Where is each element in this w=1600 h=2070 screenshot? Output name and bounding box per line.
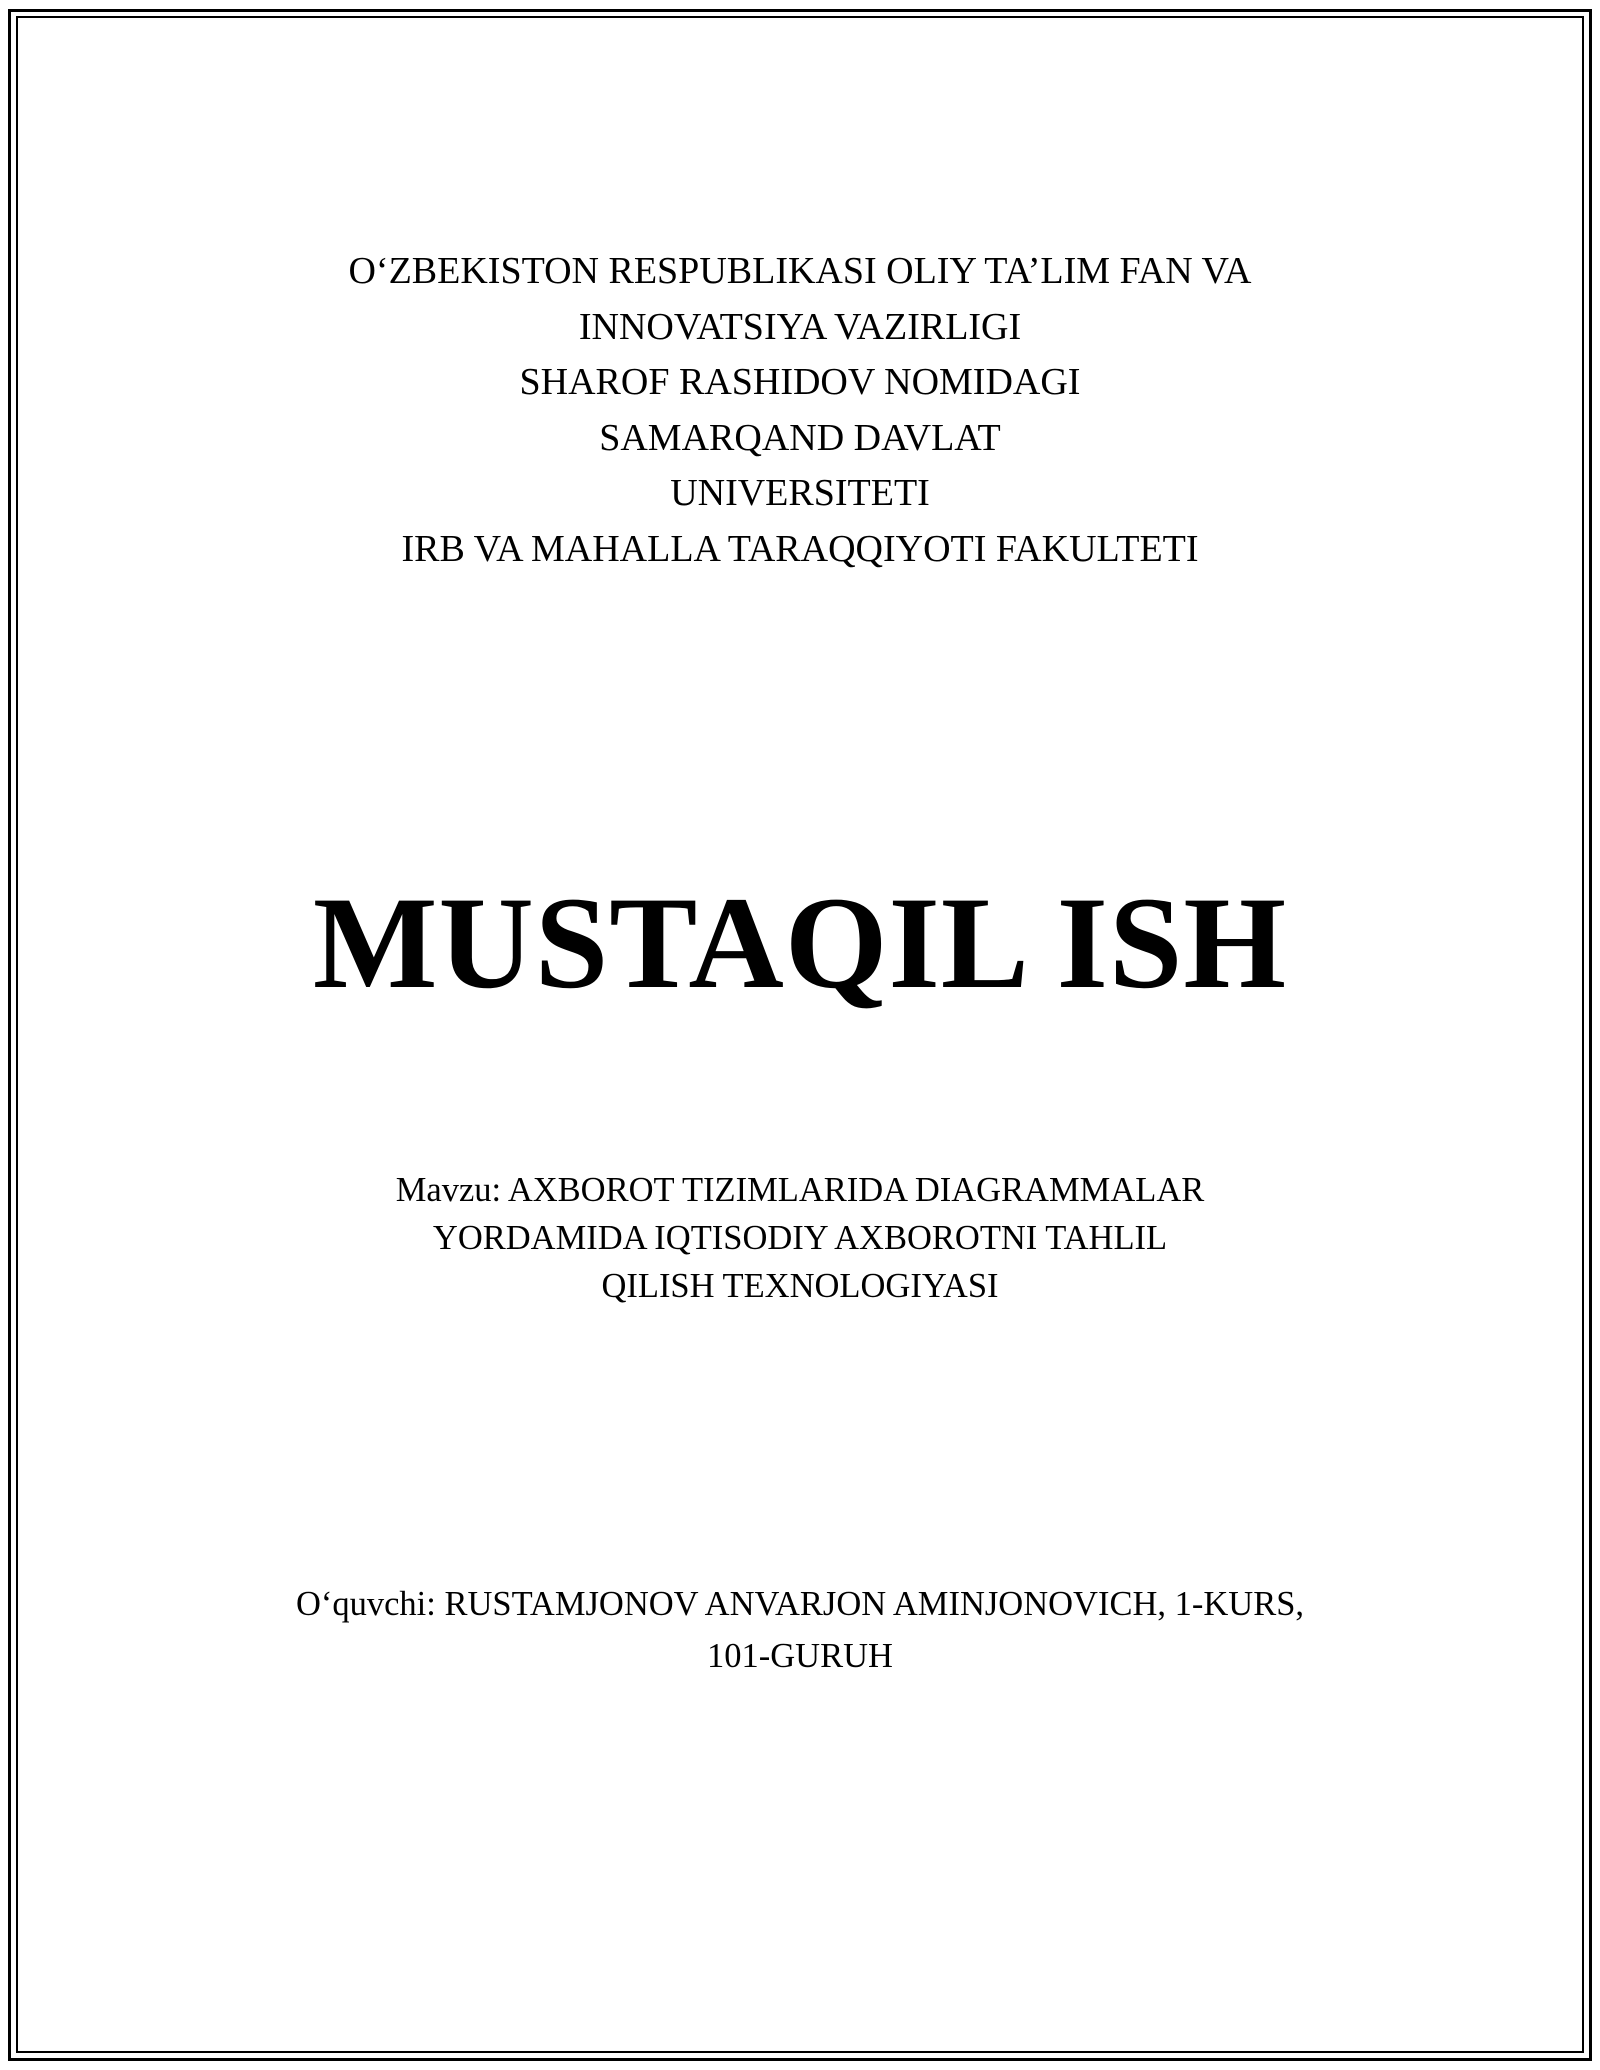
header-line-university: SAMARQAND DAVLAT: [599, 416, 1001, 459]
header-line-university-cont: UNIVERSITETI: [670, 472, 930, 514]
header-line-ministry: O‘ZBEKISTON RESPUBLIKASI OLIY TA’LIM FAN VA: [348, 250, 1252, 292]
header-line-faculty: IRB VA MAHALLA TARAQQIYOTI FAKULTETI: [401, 527, 1199, 570]
document-title: MUSTAQIL ISH: [312, 869, 1288, 1016]
institution-header: [0, 244, 1600, 577]
student-group-line: 101-GURUH: [707, 1637, 893, 1675]
header-line-university-name: SHAROF RASHIDOV NOMIDAGI: [519, 361, 1081, 403]
topic-line: QILISH TEXNOLOGIYASI: [601, 1267, 999, 1305]
topic-line: YORDAMIDA IQTISODIY AXBOROTNI TAHLIL: [432, 1219, 1168, 1257]
student-block: [0, 1578, 1600, 1682]
student-line: O‘quvchi: RUSTAMJONOV ANVARJON AMINJONOVICH, 1-KURS,: [295, 1585, 1305, 1623]
topic-line: Mavzu: AXBOROT TIZIMLARIDA DIAGRAMMALAR: [395, 1171, 1205, 1209]
header-line-ministry-cont: INNOVATSIYA VAZIRLIGI: [578, 305, 1022, 348]
topic-block: [0, 1166, 1600, 1310]
